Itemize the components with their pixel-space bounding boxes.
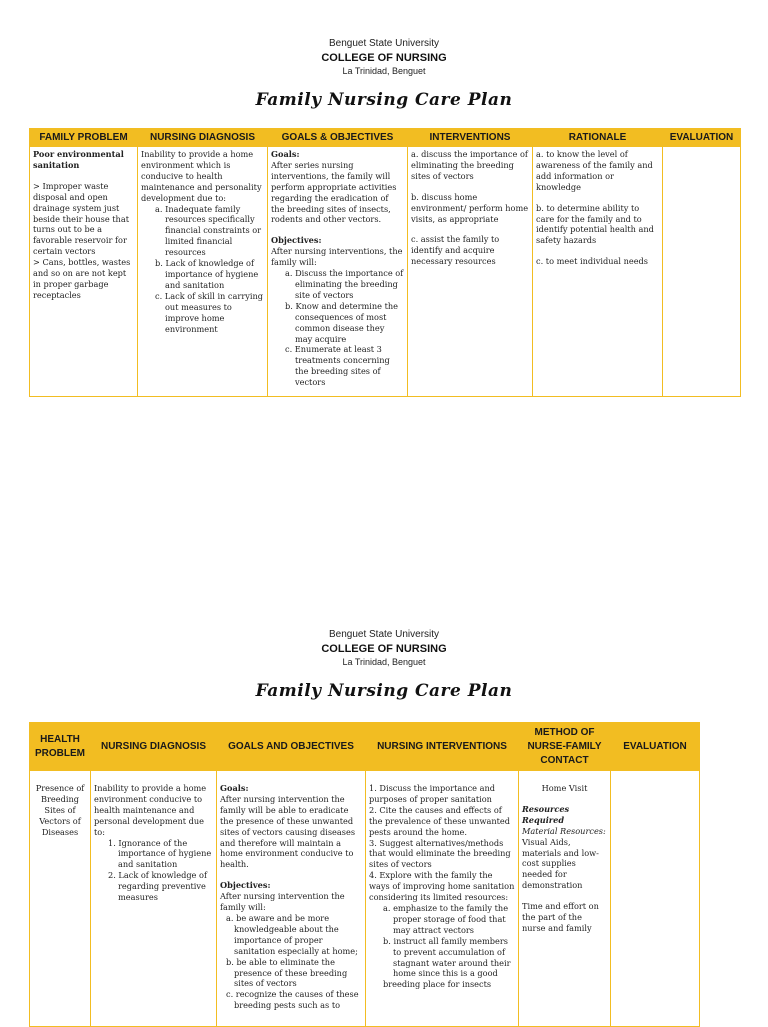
intervention-item: 1. Discuss the importance and purposes of proper sanitation <box>369 783 496 804</box>
evaluation-cell <box>663 147 741 397</box>
interventions-cell <box>408 147 533 397</box>
intervention-item: 4. Explore with the family the ways of improving home sanitation considering its limited resources: <box>369 870 515 903</box>
page-title: Family Nursing Care Plan <box>255 90 513 110</box>
header-evaluation: EVALUATION <box>611 723 700 771</box>
goals-text: After nursing intervention the family will be able to eradicate the presence of these unwanted sites of vectors causing diseases and therefore will maintain a home environment conducive to health. <box>220 793 356 870</box>
rationale-item: a. to know the level of awareness of the family and add information or knowledge <box>536 149 653 192</box>
home-visit-text: Home Visit <box>541 783 588 793</box>
intervention-item: 3. Suggest alternatives/methods that would eliminate the breeding sites of vectors <box>369 837 511 870</box>
goals-objectives-cell <box>217 771 366 1027</box>
page-title: Family Nursing Care Plan <box>255 681 513 701</box>
diagnosis-item: c. Lack of skill in carrying out measures to improve home environment <box>155 290 263 334</box>
header-health-problem: HEALTH PROBLEM <box>30 723 91 771</box>
material-label: Material Resources: <box>522 825 606 836</box>
objective-item: b. Know and determine the consequences of most common disease they may acquire <box>285 300 399 344</box>
objective-item: c. Enumerate at least 3 treatments concerning the breeding sites of vectors <box>285 344 390 388</box>
header-nursing-interventions: NURSING INTERVENTIONS <box>366 723 519 771</box>
intervention-item: a. discuss the importance of eliminating the breeding sites of vectors <box>411 149 528 181</box>
objective-item: c. recognize the causes of these breeding pests such as to <box>226 989 359 1011</box>
diagnosis-item: 2. Lack of knowledge of regarding preventive measures <box>108 870 207 903</box>
family-problem-item: > Cans, bottles, wastes and so on are not kept in proper garbage receptacles <box>33 257 131 300</box>
intervention-item: c. assist the family to identify and acquire necessary resources <box>411 234 500 267</box>
objectives-text: After nursing intervention the family will: <box>220 891 345 913</box>
page2-header <box>0 629 768 701</box>
diagnosis-intro: Inability to provide a home environment which is conducive to health maintenance and personality development due to: <box>141 149 262 203</box>
health-problem-cell <box>30 771 91 1027</box>
resources-label: Resources Required <box>522 803 570 825</box>
college-name: COLLEGE OF NURSING <box>321 643 447 655</box>
care-plan-table-2 <box>29 722 700 1027</box>
nursing-diagnosis-cell <box>138 147 268 397</box>
objective-item: a. Discuss the importance of eliminating the breeding site of vectors <box>285 268 404 300</box>
rationale-item: b. to determine ability to care for the family and to identify potential health and safety hazards <box>536 202 654 246</box>
college-name: COLLEGE OF NURSING <box>321 52 447 64</box>
diagnosis-item: b. Lack of knowledge of importance of hygiene and sanitation <box>155 258 259 290</box>
objective-item: b. be able to eliminate the presence of these breeding sites of vectors <box>226 956 348 989</box>
interventions-cell <box>366 771 519 1027</box>
header-evaluation: EVALUATION <box>663 129 741 147</box>
evaluation-cell <box>611 771 700 1027</box>
header-goals-objectives: GOALS & OBJECTIVES <box>268 129 408 147</box>
nursing-diagnosis-cell <box>91 771 217 1027</box>
header-rationale: RATIONALE <box>533 129 663 147</box>
family-problem-heading: Poor environmental sanitation <box>33 149 124 170</box>
intervention-item: 2. Cite the causes and effects of the prevalence of these unwanted pests around the home. <box>369 804 510 837</box>
rationale-cell <box>533 147 663 397</box>
location: La Trinidad, Benguet <box>342 657 426 667</box>
header-nursing-diagnosis: NURSING DIAGNOSIS <box>91 723 217 771</box>
header-nursing-diagnosis: NURSING DIAGNOSIS <box>138 129 268 147</box>
header-goals-objectives: GOALS AND OBJECTIVES <box>217 723 366 771</box>
family-problem-cell <box>30 147 138 397</box>
intervention-subitem: a. emphasize to the family the proper storage of food that may attract vectors <box>383 902 509 935</box>
goals-objectives-cell <box>268 147 408 397</box>
material-text: Visual Aids, materials and low-cost supplies needed for demonstration <box>522 836 599 891</box>
family-problem-item: > Improper waste disposal and open drainage system just beside their house that turns out to be a favorable reservoir for certain vectors <box>33 180 129 257</box>
objective-item: a. be aware and be more knowledgeable about the importance of proper sanitation especially at home; <box>226 912 358 956</box>
health-problem-text: Presence of Breeding Sites of Vectors of Diseases <box>35 783 85 837</box>
intervention-subitem: breeding place for insects <box>383 979 492 990</box>
rationale-item: c. to meet individual needs <box>536 256 648 267</box>
goals-label: Goals: <box>220 783 249 793</box>
objectives-text: After nursing interventions, the family will: <box>271 246 403 268</box>
time-effort-text: Time and effort on the part of the nurse and family <box>522 901 599 933</box>
objectives-label: Objectives: <box>271 235 322 246</box>
diagnosis-item: a. Inadequate family resources specifically financial constraints or limited financial resources <box>155 203 262 258</box>
diagnosis-intro: Inability to provide a home environment conducive to health maintenance and personal development due to: <box>94 783 207 837</box>
location: La Trinidad, Benguet <box>342 66 426 76</box>
university-name: Benguet State University <box>328 629 440 640</box>
care-plan-table-1 <box>29 128 741 397</box>
objectives-label: Objectives: <box>220 880 271 891</box>
page1-header <box>0 38 768 110</box>
goals-label: Goals: <box>271 149 300 159</box>
method-contact-cell <box>519 771 611 1027</box>
intervention-subitem: b. instruct all family members to prevent accumulation of stagnant water around their home since this is a good <box>383 935 511 979</box>
header-family-problem: FAMILY PROBLEM <box>30 129 138 147</box>
goals-text: After series nursing interventions, the family will perform appropriate activities regarding the eradication of the breeding sites of insects, rodents and other vectors. <box>271 159 397 225</box>
header-method-contact: METHOD OF NURSE-FAMILY CONTACT <box>519 723 611 771</box>
header-interventions: INTERVENTIONS <box>408 129 533 147</box>
diagnosis-item: 1. Ignorance of the importance of hygiene and sanitation <box>108 837 212 870</box>
university-name: Benguet State University <box>328 38 440 49</box>
intervention-item: b. discuss home environment/ perform home visits, as appropriate <box>411 191 529 224</box>
